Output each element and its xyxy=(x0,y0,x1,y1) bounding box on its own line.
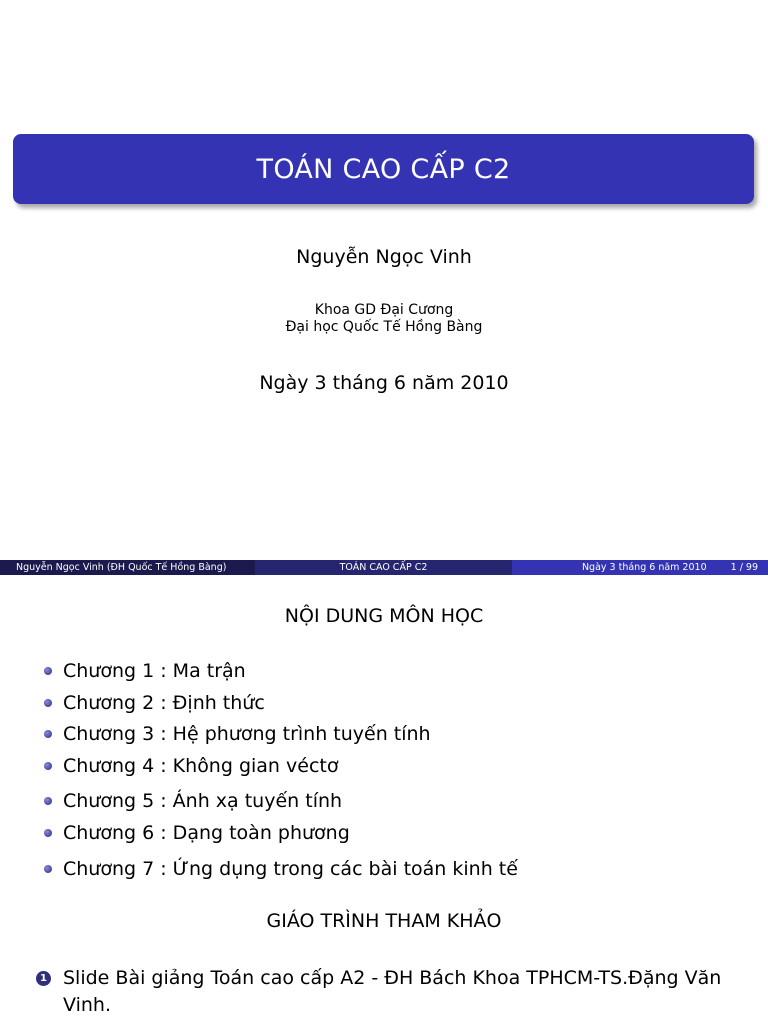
bullet-icon xyxy=(44,829,52,837)
institute xyxy=(0,302,768,336)
references-heading: GIÁO TRÌNH THAM KHẢO xyxy=(266,910,502,932)
footer-title xyxy=(255,560,512,575)
footer-title-text: TOÁN CAO CẤP C2 xyxy=(339,562,428,573)
reference-item xyxy=(36,965,736,1019)
footer-page-number: 1 / 99 xyxy=(730,562,758,573)
chapter-label: Chương 3 : Hệ phương trình tuyến tính xyxy=(63,723,431,745)
reference-text: Slide Bài giảng Toán cao cấp A2 - ĐH Bách Khoa TPHCM-TS.Đặng Văn Vinh. xyxy=(63,967,722,1016)
bullet-icon xyxy=(44,762,52,770)
contents-heading: NỘI DUNG MÔN HỌC xyxy=(284,605,484,627)
bullet-icon xyxy=(44,797,52,805)
slide-footer xyxy=(0,560,768,575)
footer-author-text: Nguyễn Ngọc Vinh (ĐH Quốc Tế Hồng Bàng) xyxy=(16,562,227,573)
chapter-label: Chương 5 : Ánh xạ tuyến tính xyxy=(63,790,343,812)
list-item xyxy=(44,858,518,880)
author-name: Nguyễn Ngọc Vinh xyxy=(296,246,472,268)
bullet-icon xyxy=(44,730,52,738)
list-item xyxy=(44,723,431,745)
chapter-label: Chương 1 : Ma trận xyxy=(63,660,246,682)
chapter-label: Chương 7 : Ứng dụng trong các bài toán kinh tế xyxy=(63,858,518,880)
footer-date: Ngày 3 tháng 6 năm 2010 xyxy=(581,562,707,573)
list-item xyxy=(44,822,350,844)
presentation-date: Ngày 3 tháng 6 năm 2010 xyxy=(259,372,509,394)
presentation-title: TOÁN CAO CẤP C2 xyxy=(256,153,511,185)
list-item xyxy=(44,790,342,812)
bullet-icon xyxy=(44,667,52,675)
institute-line-2: Đại học Quốc Tế Hồng Bàng xyxy=(285,319,483,335)
bullet-icon xyxy=(44,699,52,707)
list-item xyxy=(44,755,338,777)
chapter-label: Chương 2 : Định thức xyxy=(63,692,265,714)
list-item xyxy=(44,660,246,682)
chapter-label: Chương 6 : Dạng toàn phương xyxy=(63,822,350,844)
list-item xyxy=(44,692,265,714)
numbered-bullet-icon: 1 xyxy=(36,971,51,986)
title-box xyxy=(13,134,754,204)
institute-line-1: Khoa GD Đại Cương xyxy=(314,302,454,318)
footer-date-page xyxy=(512,560,768,575)
chapter-label: Chương 4 : Không gian véctơ xyxy=(63,755,339,777)
bullet-icon xyxy=(44,865,52,873)
contents-slide xyxy=(0,575,768,1024)
footer-author xyxy=(0,560,255,575)
